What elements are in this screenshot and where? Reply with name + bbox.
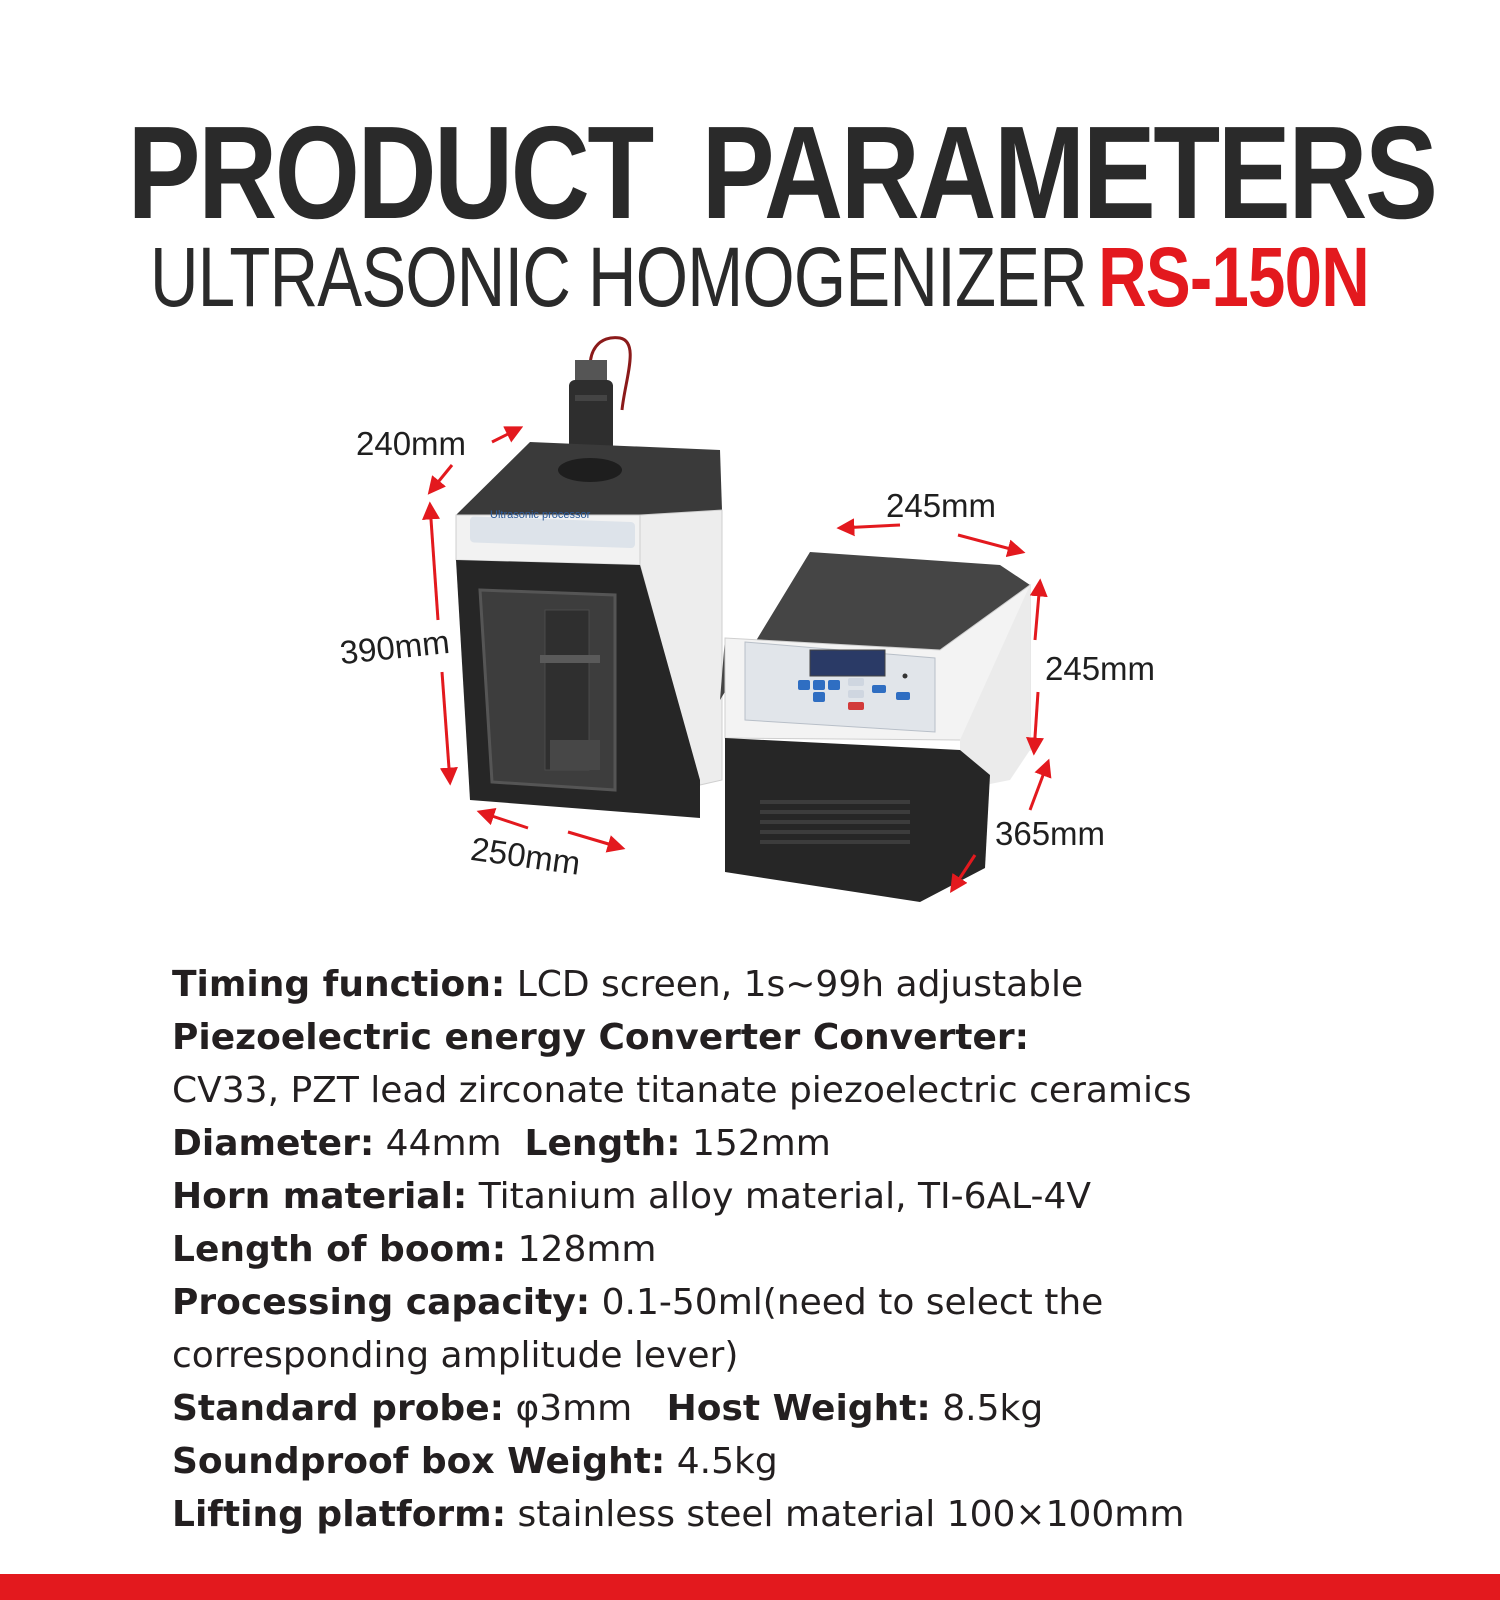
box-panel-label: Ultrasonic processor	[490, 509, 591, 521]
page-subtitle	[150, 230, 1369, 324]
dim-host-height: 245mm	[1045, 650, 1156, 687]
spec-probe-weight: Standard probe: φ3mm Host Weight: 8.5kg	[172, 1388, 1044, 1429]
model-number: RS-150N	[1098, 230, 1369, 324]
spec-timing: Timing function: LCD screen, 1s~99h adjustable	[172, 964, 1084, 1005]
product-figure	[0, 320, 1500, 920]
spec-list	[172, 958, 1472, 1541]
dim-box-depth: 240mm	[356, 425, 467, 462]
spec-boom: Length of boom: 128mm	[172, 1229, 657, 1270]
spec-platform: Lifting platform: stainless steel material 100×100mm	[172, 1494, 1185, 1535]
soundproof-box-illustration	[456, 338, 722, 818]
bottom-accent-bar	[0, 1574, 1500, 1600]
spec-box-weight: Soundproof box Weight: 4.5kg	[172, 1441, 778, 1482]
spec-converter: Piezoelectric energy Converter Converter:	[172, 1017, 1030, 1058]
dim-host-depth: 365mm	[995, 815, 1106, 852]
title-word-product: PRODUCT	[127, 99, 652, 246]
spec-horn: Horn material: Titanium alloy material, TI-6AL-4V	[172, 1176, 1092, 1217]
product-name: ULTRASONIC HOMOGENIZER	[150, 230, 1087, 324]
title-word-parameters: PARAMETERS	[701, 99, 1436, 246]
spec-diameter-length: Diameter: 44mm Length: 152mm	[172, 1123, 831, 1164]
spec-capacity: Processing capacity: 0.1-50ml(need to select the corresponding amplitude lever)	[172, 1282, 1104, 1376]
spec-converter-value: CV33, PZT lead zirconate titanate piezoelectric ceramics	[172, 1070, 1192, 1111]
dim-host-width: 245mm	[886, 487, 997, 524]
page-title	[127, 99, 1436, 246]
dim-box-height: 390mm	[338, 622, 452, 672]
host-illustration	[720, 552, 1030, 902]
dim-box-width: 250mm	[468, 829, 583, 882]
